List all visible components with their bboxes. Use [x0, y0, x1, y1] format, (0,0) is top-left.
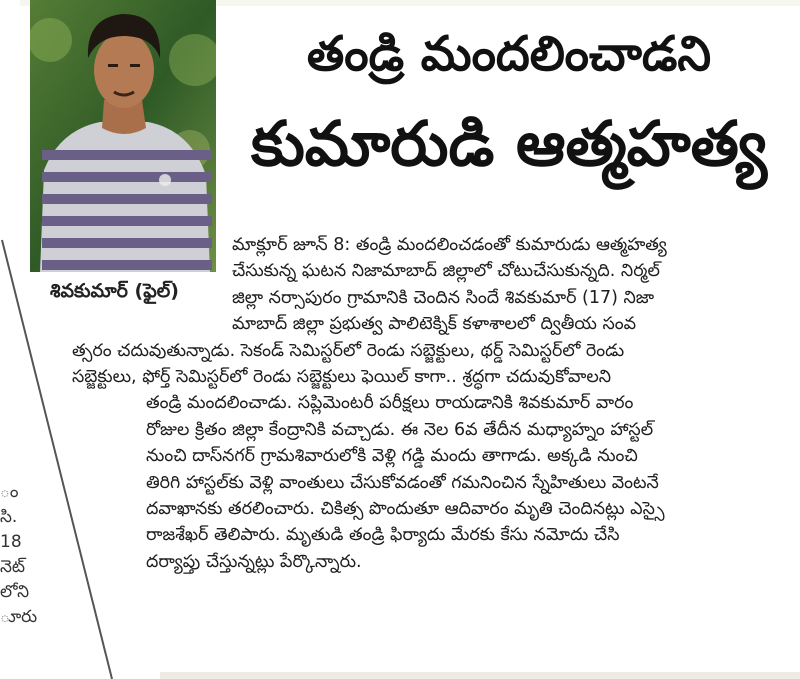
- article-line: చేసుకున్న ఘటన నిజామాబాద్ జిల్లాలో చోటుచేసుకున్నది. నిర్మల్: [232, 261, 660, 282]
- article-line: దర్యాప్తు చేస్తున్నట్లు పేర్కొన్నారు.: [146, 551, 362, 572]
- article-line: సబ్జెక్టులు, ఫోర్త్ సెమిస్టర్‌లో రెండు సబ్జెక్టులు ఫెయిల్ కాగా.. శ్రద్ధగా చదువుకోవాలని: [72, 366, 612, 387]
- fragment-line: నెట్: [0, 557, 26, 577]
- fragment-line: సి.: [0, 507, 18, 527]
- fragment-line: ం: [0, 482, 19, 502]
- article-line: తండ్రి మందలించాడు. సప్లిమెంటరీ పరీక్షలు రాయడానికి శివకుమార్ వారం: [146, 393, 634, 414]
- article-line: రాజశేఖర్ తెలిపారు. మృతుడి తండ్రి ఫిర్యాదు మేరకు కేసు నమోదు చేసి: [146, 525, 620, 546]
- article-body: [72, 232, 792, 575]
- fragment-line: ూరు: [0, 607, 38, 627]
- fragment-line: 18: [0, 532, 22, 552]
- headline-line-1: తండ్రి మందలించాడని: [306, 26, 712, 82]
- fragment-line: లోని: [0, 582, 30, 602]
- previous-column-fragment: [0, 480, 60, 630]
- article-line: మాబాద్ జిల్లా ప్రభుత్వ పాలిటెక్నిక్ కళాశాలలో ద్వితీయ సంవ: [232, 314, 637, 335]
- headline: [222, 14, 796, 194]
- photo-caption: శివకుమార్ (ఫైల్): [50, 280, 179, 302]
- article-line: నుంచి దాస్‌నగర్ గ్రామశివారులోకి వెళ్లి గడ్డి మందు తాగాడు. అక్కడి నుంచి: [146, 446, 638, 467]
- article-line: రోజుల క్రితం జిల్లా కేంద్రానికి వచ్చాడు. ఈ నెల 6వ తేదీన మధ్యాహ్నం హాస్టల్: [146, 419, 654, 440]
- article-line: మాక్లూర్ జూన్ 8: తండ్రి మందలించడంతో కుమారుడు ఆత్మహత్య: [232, 235, 667, 255]
- headline-line-2: కుమారుడి ఆత్మహత్య: [250, 107, 768, 180]
- article-line: జిల్లా నర్సాపురం గ్రామానికి చెందిన సిందే శివకుమార్ (17) నిజా: [232, 287, 655, 308]
- article-line: తిరిగి హాస్టల్‌కు వెళ్లి వాంతులు చేసుకోవడంతో గమనించిన స్నేహితులు వెంటనే: [146, 472, 659, 493]
- bottom-strip: [160, 672, 800, 679]
- article-line: దవాఖానకు తరలించారు. చికిత్స పొందుతూ ఆదివారం మృతి చెందినట్లు ఎస్సై: [146, 498, 665, 519]
- article-line: త్సరం చదువుతున్నాడు. సెకండ్ సెమిస్టర్‌లో రెండు సబ్జెక్టులు, థర్డ్ సెమిస్టర్‌లో రెండు: [72, 340, 625, 361]
